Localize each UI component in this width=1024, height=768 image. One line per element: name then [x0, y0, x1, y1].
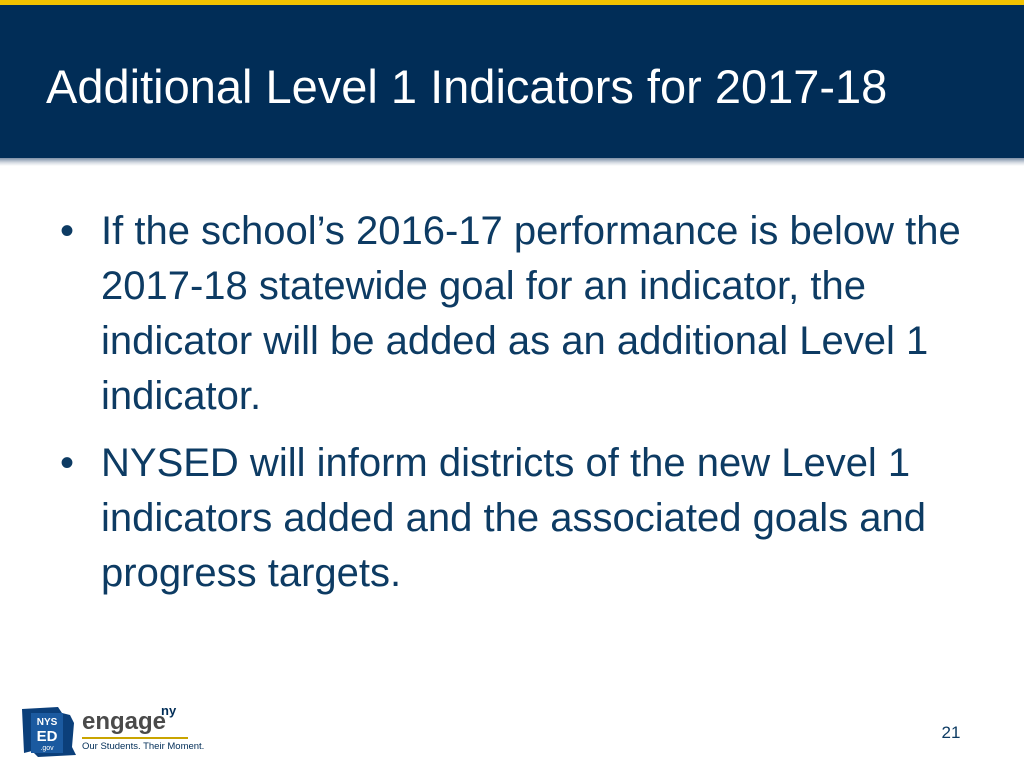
bullet-item [60, 204, 980, 424]
bullet-list [60, 204, 980, 613]
engage-logo-word: engage [82, 708, 167, 735]
footer-logo-group [18, 703, 205, 763]
title-banner [0, 5, 1024, 158]
bullet-marker: • [60, 441, 75, 485]
nysed-logo-line1: NYS [36, 717, 58, 728]
title-banner-shadow [0, 158, 1024, 166]
nysed-logo-icon [18, 703, 80, 759]
slide-title: Additional Level 1 Indicators for 2017-18 [46, 60, 888, 113]
page-number: 21 [941, 723, 961, 742]
engage-logo-rule [82, 737, 188, 739]
bullet-marker: • [60, 209, 75, 253]
nysed-logo-line3: .gov [40, 745, 54, 752]
engage-logo-superscript: ny [161, 703, 177, 718]
bullet-text: If the school’s 2016-17 performance is below the 2017-18 statewide goal for an indicator, the indicator will be added as an additional Level 1 indicator. [101, 209, 961, 418]
bullet-item [60, 436, 980, 601]
bullet-text: NYSED will inform districts of the new Level 1 indicators added and the associated goals and progress targets. [101, 441, 927, 595]
engage-logo-tagline: Our Students. Their Moment. [82, 741, 205, 752]
nysed-logo-line2: ED [36, 728, 58, 745]
